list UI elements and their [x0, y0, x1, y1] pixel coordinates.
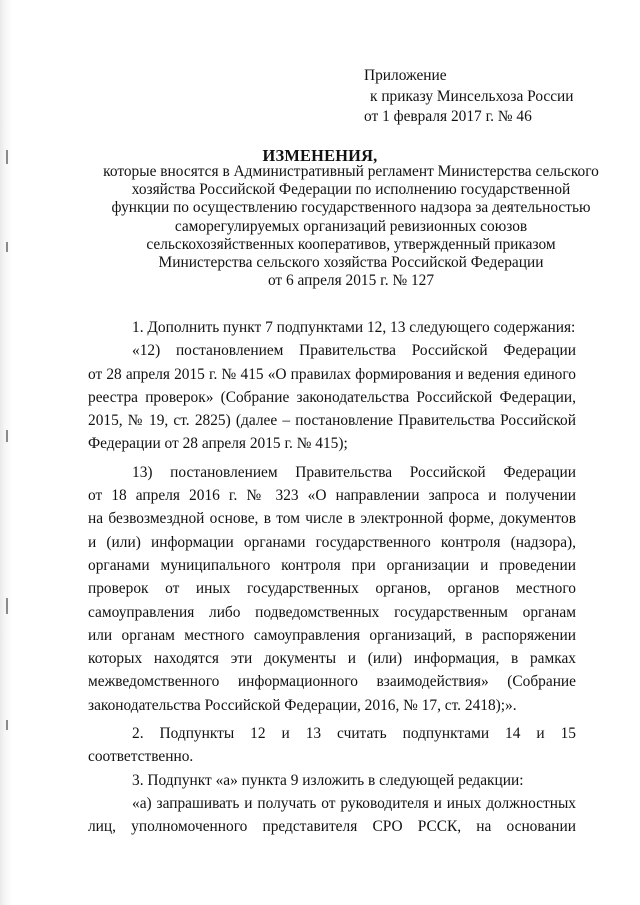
- text-line: «12) постановлением Правительства Российской Федерации: [132, 342, 576, 360]
- appendix-label: Приложение: [364, 67, 447, 84]
- paragraph-item-13: [88, 461, 576, 717]
- text-line: реестра проверок» (Собрание законодательства Российской Федерации,: [88, 388, 576, 406]
- document-title: ИЗМЕНЕНИЯ,: [262, 146, 378, 165]
- subtitle-line: от 6 апреля 2015 г. № 127: [267, 272, 435, 290]
- text-line: 2015, № 19, ст. 2825) (далее – постановление Правительства Российской: [88, 412, 576, 430]
- subtitle-line: Министерства сельского хозяйства Российской Федерации: [158, 254, 544, 272]
- scan-artifact: [6, 720, 8, 730]
- document-subtitle: [60, 163, 640, 290]
- paragraph-item-2: 2. Подпункты 12 и 13 считать подпунктами 14 и 15 соответственно.: [88, 725, 576, 766]
- text-line: лиц, уполномоченного представителя СРО РССК, на основании: [88, 818, 576, 836]
- appendix-order-date: от 1 февраля 2017 г. № 46: [364, 108, 532, 125]
- text-line: от 18 апреля 2016 г. № 323 «О направлении запроса и получении: [88, 487, 576, 505]
- scan-artifact: [6, 242, 8, 252]
- text-line: которых находятся эти документы и (или) информация, в рамках: [88, 650, 576, 668]
- text-line: и (или) информации органами государственного контроля (надзора),: [88, 533, 576, 551]
- text-line: законодательства Российской Федерации, 2016, № 17, ст. 2418);».: [88, 696, 517, 714]
- paragraph-item-1: 1. Дополнить пункт 7 подпунктами 12, 13 следующего содержания:: [132, 319, 576, 336]
- text-line: 13) постановлением Правительства Российской Федерации: [132, 463, 576, 481]
- text-line: самоуправления либо подведомственных государственным органам: [88, 603, 576, 621]
- scan-artifact: [6, 430, 8, 442]
- subtitle-line: хозяйства Российской Федерации по исполнению государственной: [131, 181, 571, 199]
- appendix-block: [364, 66, 574, 128]
- text-line: «а) запрашивать и получать от руководителя и иных должностных: [132, 794, 576, 812]
- subtitle-line: сельскохозяйственных кооперативов, утвержденный приказом: [146, 235, 556, 253]
- text-line: Федерации от 28 апреля 2015 г. № 415);: [88, 435, 348, 453]
- paragraph-item-3: 3. Подпункт «а» пункта 9 изложить в следующей редакции:: [132, 771, 524, 789]
- document-body: [88, 316, 576, 839]
- text-line: на безвозмездной основе, в том числе в электронной форме, документов: [88, 510, 576, 528]
- paragraph-item-3a: [88, 792, 576, 839]
- text-line: проверок от иных государственных органов, органов местного: [88, 580, 576, 598]
- paragraph-item-12: [88, 339, 576, 455]
- subtitle-line: саморегулируемых организаций ревизионных союзов: [174, 217, 528, 235]
- subtitle-line: которые вносятся в Административный регламент Министерства сельского: [103, 163, 599, 180]
- text-line: органами муниципального контроля при организации и проведении: [88, 556, 576, 574]
- scan-artifact: [6, 598, 8, 614]
- appendix-order-ref: к приказу Минсельхоза России: [370, 87, 574, 105]
- text-line: от 28 апреля 2015 г. № 415 «О правилах формирования и ведения единого: [88, 365, 576, 383]
- subtitle-line: функции по осуществлению государственного надзора за деятельностью: [111, 199, 591, 217]
- text-line: межведомственного информационного взаимодействия» (Собрание: [88, 673, 576, 691]
- scan-left-edge: [0, 0, 12, 905]
- text-line: или органам местного самоуправления организаций, в распоряжении: [88, 626, 576, 644]
